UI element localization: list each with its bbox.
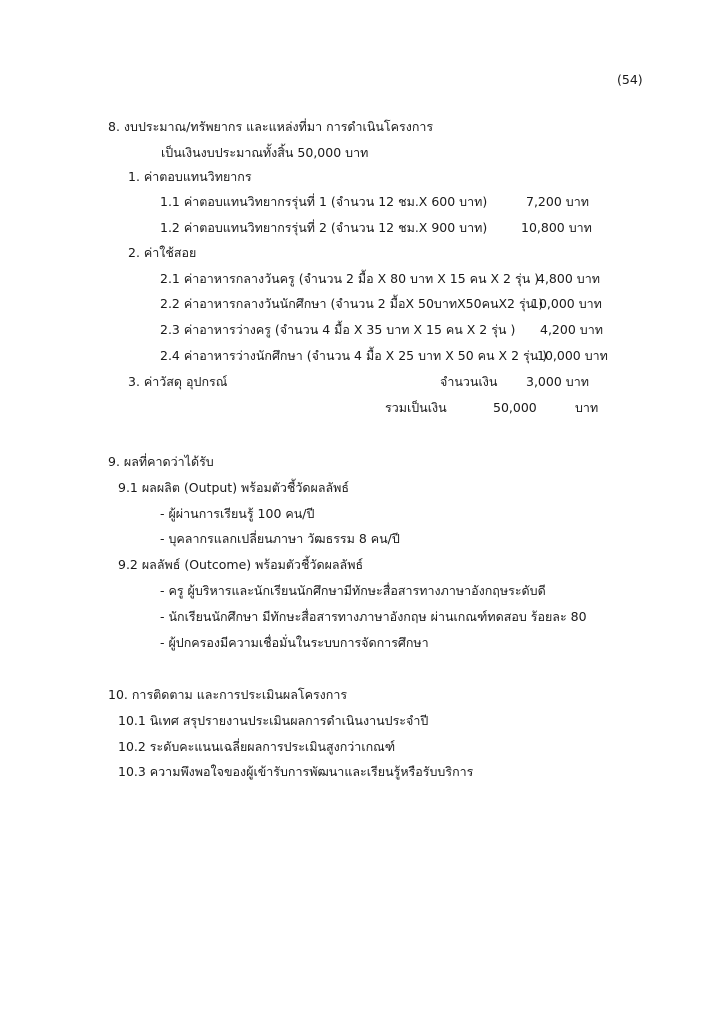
item-1-1-desc: 1.1 ค่าตอบแทนวิทยากรรุ่นที่ 1 (จำนวน 12 ชม.X 600 บาท) [160,194,488,209]
grand-total-label: รวมเป็นเงิน [385,400,447,415]
item-2-3-desc: 2.3 ค่าอาหารว่างครู (จำนวน 4 มื้อ X 35 บาท X 15 คน X 2 รุ่น ) [160,322,516,337]
section-9-heading: 9. ผลที่คาดว่าได้รับ [108,454,214,469]
item-2-2-desc: 2.2 ค่าอาหารกลางวันนักศึกษา (จำนวน 2 มื้อX 50บาทX50คนX2 รุ่น ) [160,296,544,311]
outcome-item-1: - ครู ผู้บริหารและนักเรียนนักศึกษามีทักษะสื่อสารทางภาษาอังกฤษระดับดี [160,583,546,598]
output-item-1: - ผู้ผ่านการเรียนรู้ 100 คน/ปี [160,506,315,521]
output-heading: 9.1 ผลผลิต (Output) พร้อมตัวชี้วัดผลลัพธ์ [118,480,350,495]
item-1-2-amount: 10,800 บาท [521,220,592,235]
page-number: (54) [617,72,643,87]
budget-total-line: เป็นเงินงบประมาณทั้งสิ้น 50,000 บาท [161,145,369,160]
item-1-2-desc: 1.2 ค่าตอบแทนวิทยากรรุ่นที่ 2 (จำนวน 12 ชม.X 900 บาท) [160,220,488,235]
item-3-amount-label: จำนวนเงิน [440,374,498,389]
grand-total-amount: 50,000 [493,400,537,415]
item-2-2-amount: 10,000 บาท [531,296,602,311]
outcome-heading: 9.2 ผลลัพธ์ (Outcome) พร้อมตัวชี้วัดผลลัพธ์ [118,557,364,572]
item-2-1-desc: 2.1 ค่าอาหารกลางวันครู (จำนวน 2 มื้อ X 80 บาท X 15 คน X 2 รุ่น ) [160,271,540,286]
output-item-2: - บุคลากรแลกเปลี่ยนภาษา วัฒธรรม 8 คน/ปี [160,531,400,546]
section-10-heading: 10. การติดตาม และการประเมินผลโครงการ [108,687,348,702]
item-2-4-amount: 10,000 บาท [537,348,608,363]
item-3-amount: 3,000 บาท [526,374,589,389]
section-8-heading: 8. งบประมาณ/ทรัพยากร และแหล่งที่มา การดำเนินโครงการ [108,119,434,134]
item-2-1-amount: 4,800 บาท [537,271,600,286]
item-2-3-amount: 4,200 บาท [540,322,603,337]
item-2-4-desc: 2.4 ค่าอาหารว่างนักศึกษา (จำนวน 4 มื้อ X 25 บาท X 50 คน X 2 รุ่น ) [160,348,548,363]
item-1-heading: 1. ค่าตอบแทนวิทยากร [128,169,252,184]
item-3-heading: 3. ค่าวัสดุ อุปกรณ์ [128,374,228,389]
monitoring-item-1: 10.1 นิเทศ สรุปรายงานประเมินผลการดำเนินงานประจำปี [118,713,429,728]
item-1-1-amount: 7,200 บาท [526,194,589,209]
monitoring-item-3: 10.3 ความพึงพอใจของผู้เข้ารับการพัฒนาและเรียนรู้หรือรับบริการ [118,764,474,779]
grand-total-unit: บาท [575,400,599,415]
outcome-item-2: - นักเรียนนักศึกษา มีทักษะสื่อสารทางภาษาอังกฤษ ผ่านเกณฑ์ทดสอบ ร้อยละ 80 [160,609,587,624]
item-2-heading: 2. ค่าใช้สอย [128,245,197,260]
monitoring-item-2: 10.2 ระดับคะแนนเฉลี่ยผลการประเมินสูงกว่าเกณฑ์ [118,739,396,754]
outcome-item-3: - ผู้ปกครองมีความเชื่อมั่นในระบบการจัดการศึกษา [160,635,429,650]
